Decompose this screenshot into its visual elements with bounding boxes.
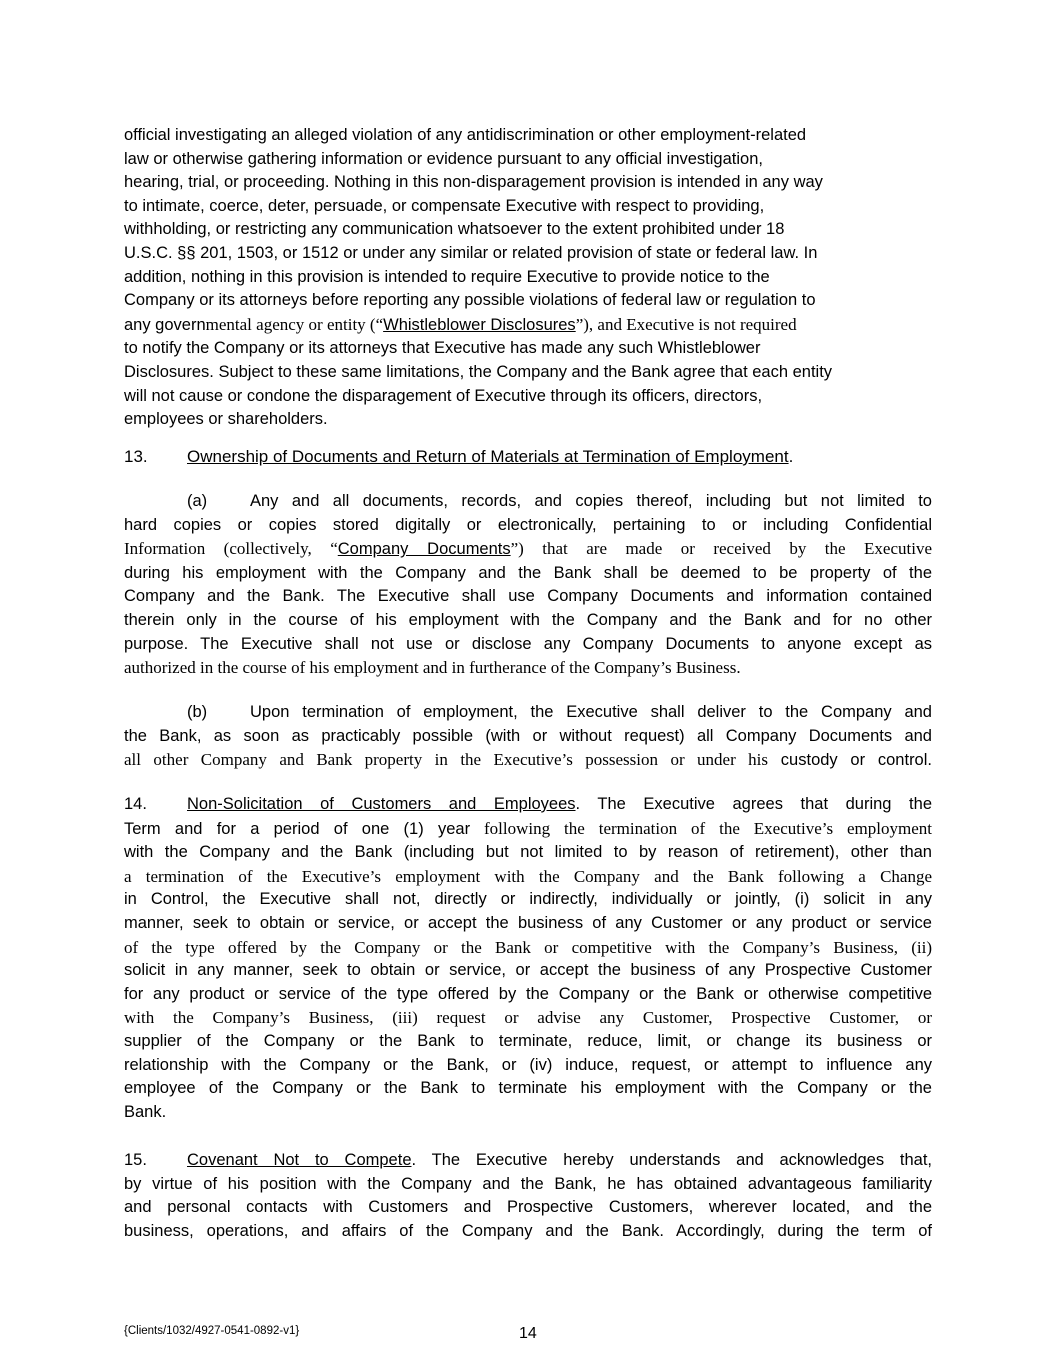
text-fragment: mental agency or entity (“ bbox=[205, 314, 384, 334]
text-fragment: Any and all documents, records, and copies thereof, including but not limited to bbox=[250, 492, 932, 510]
defined-term-whistleblower-disclosures: Whistleblower Disclosures bbox=[383, 315, 576, 334]
text-line: for any product or service of the type offered by the Company or the Bank or otherwise competitive bbox=[124, 984, 932, 1003]
text-line: in Control, the Executive shall not, directly or indirectly, individually or jointly, (i) solicit in any bbox=[124, 890, 932, 909]
text-line: by virtue of his position with the Company and the Bank, he has obtained advantageous familiarity bbox=[124, 1174, 932, 1193]
text-line bbox=[124, 1149, 932, 1173]
section-title: Non-Solicitation of Customers and Employees bbox=[187, 795, 576, 813]
text-line: hard copies or copies stored digitally or electronically, pertaining to or including Confidential bbox=[124, 515, 932, 534]
section-15-paragraph bbox=[124, 1149, 932, 1243]
text-fragment: custody or control. bbox=[768, 751, 932, 770]
section-number: 13. bbox=[124, 447, 148, 466]
text-fragment: . The Executive agrees that during the bbox=[575, 795, 932, 813]
paragraph-non-disparagement-continued bbox=[124, 124, 932, 432]
text-line bbox=[124, 490, 932, 514]
text-line: and personal contacts with Customers and Prospective Customers, wherever located, and the bbox=[124, 1198, 932, 1217]
text-line: Disclosures. Subject to these same limitations, the Company and the Bank agree that each entity bbox=[124, 362, 833, 381]
text-line bbox=[124, 537, 932, 562]
text-line: to intimate, coerce, deter, persuade, or compensate Executive with respect to providing, bbox=[124, 196, 765, 215]
section-13-heading bbox=[124, 445, 932, 469]
text-line bbox=[124, 793, 932, 817]
text-line: with the Company and the Bank (including but not limited to by reason of retirement), other than bbox=[124, 843, 932, 862]
text-line: official investigating an alleged violation of any antidiscrimination or other employment-related bbox=[124, 126, 807, 144]
text-line: to notify the Company or its attorneys that Executive has made any such Whistleblower bbox=[124, 339, 761, 358]
subsection-label: (a) bbox=[187, 492, 208, 510]
text-fragment: Term and for a period of one (1) year bbox=[124, 819, 471, 838]
text-line: employee of the Company or the Bank to terminate his employment with the Company or the bbox=[124, 1079, 932, 1098]
section-title-period: . bbox=[788, 447, 794, 466]
footer-document-id: {Clients/1032/4927-0541-0892-v1} bbox=[124, 1325, 300, 1337]
text-line: employees or shareholders. bbox=[124, 410, 328, 429]
text-line: withholding, or restricting any communication whatsoever to the extent prohibited under 18 bbox=[124, 220, 785, 239]
text-line: during his employment with the Company and the Bank shall be deemed to be property of the bbox=[124, 563, 932, 582]
text-line: will not cause or condone the disparagement of Executive through its officers, directors, bbox=[124, 386, 763, 405]
text-line: relationship with the Company or the Bank, or (iv) induce, request, or attempt to influence any bbox=[124, 1055, 932, 1074]
text-line: U.S.C. §§ 201, 1503, or 1512 or under any similar or related provision of state or federal law. In bbox=[124, 243, 818, 262]
text-line: with the Company’s Business, (iii) request or advise any Customer, Prospective Customer, or bbox=[124, 1008, 932, 1028]
section-13a-paragraph bbox=[124, 490, 932, 680]
text-line: Company and the Bank. The Executive shall use Company Documents and information contained bbox=[124, 587, 932, 606]
section-title: Covenant Not to Compete bbox=[187, 1151, 412, 1169]
text-line: the Bank, as soon as practicably possible (with or without request) all Company Documents and bbox=[124, 726, 932, 745]
text-line: purpose. The Executive shall not use or disclose any Company Documents to anyone except as bbox=[124, 634, 932, 653]
text-line: a termination of the Executive’s employment with the Company and the Bank following a Change bbox=[124, 866, 932, 886]
text-line bbox=[124, 817, 932, 842]
text-fragment: Upon termination of employment, the Executive shall deliver to the Company and bbox=[250, 703, 932, 721]
defined-term-company-documents: Company Documents bbox=[337, 540, 511, 559]
text-fragment: ”) that are made or received by the Executive bbox=[510, 539, 932, 559]
text-line: of the type offered by the Company or the Bank or competitive with the Company’s Business, (ii) bbox=[124, 937, 932, 957]
text-fragment: all other Company and Bank property in the Executive’s possession or under his bbox=[124, 750, 769, 770]
text-line: authorized in the course of his employment and in furtherance of the Company’s Business. bbox=[124, 658, 741, 678]
text-line: addition, nothing in this provision is intended to require Executive to provide notice to the bbox=[124, 267, 770, 286]
text-line: business, operations, and affairs of the Company and the Bank. Accordingly, during the term of bbox=[124, 1221, 932, 1240]
section-number: 15. bbox=[124, 1151, 147, 1169]
text-line bbox=[124, 748, 932, 773]
page-number: 14 bbox=[519, 1325, 537, 1342]
text-line: therein only in the course of his employment with the Company and the Bank and for no other bbox=[124, 610, 932, 629]
section-title: Ownership of Documents and Return of Materials at Termination of Employment bbox=[187, 447, 789, 466]
text-line: Company or its attorneys before reporting any possible violations of federal law or regulation to bbox=[124, 291, 816, 310]
text-line: supplier of the Company or the Bank to terminate, reduce, limit, or change its business or bbox=[124, 1031, 932, 1050]
text-fragment: following the termination of the Executive’s employment bbox=[470, 818, 932, 838]
text-fragment: Information (collectively, “ bbox=[124, 539, 338, 559]
section-14-paragraph bbox=[124, 793, 932, 1124]
text-line: solicit in any manner, seek to obtain or service, or accept the business of any Prospective Customer bbox=[124, 961, 932, 980]
text-line: manner, seek to obtain or service, or accept the business of any Customer or any product or service bbox=[124, 913, 932, 932]
text-line: Bank. bbox=[124, 1102, 167, 1121]
text-line: hearing, trial, or proceeding. Nothing in this non-disparagement provision is intended in any way bbox=[124, 173, 823, 192]
text-fragment: . The Executive hereby understands and acknowledges that, bbox=[411, 1151, 932, 1169]
text-fragment: any govern bbox=[124, 315, 206, 334]
text-line bbox=[124, 701, 932, 725]
text-line: law or otherwise gathering information or evidence pursuant to any official investigation, bbox=[124, 149, 763, 168]
text-line bbox=[124, 313, 932, 338]
text-fragment: ”), and Executive is not required bbox=[575, 314, 797, 334]
section-number: 14. bbox=[124, 795, 147, 813]
section-13b-paragraph bbox=[124, 701, 932, 773]
subsection-label: (b) bbox=[187, 703, 208, 721]
